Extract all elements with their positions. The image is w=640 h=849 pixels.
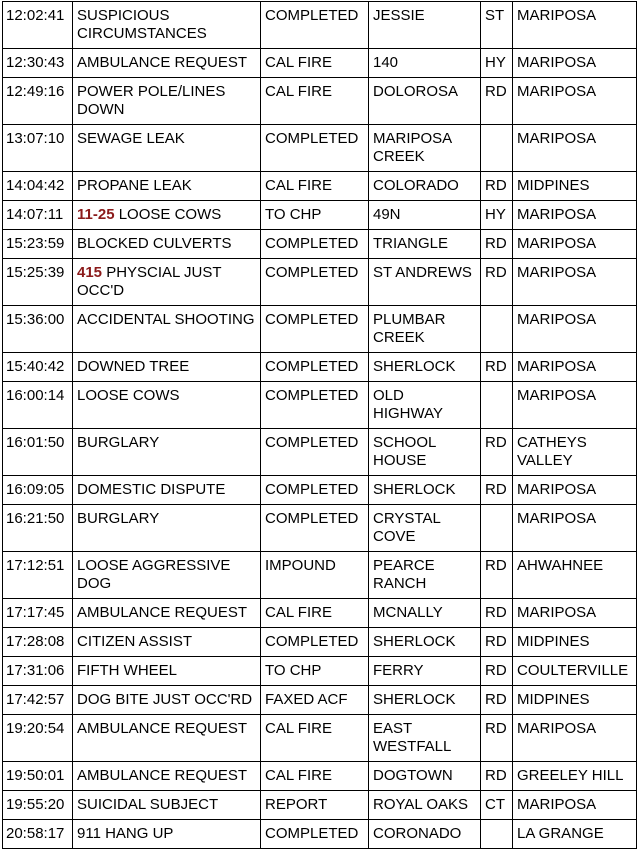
call-type-cell — [73, 201, 261, 230]
table-row — [3, 49, 637, 78]
call-type-cell — [73, 49, 261, 78]
street-suffix-cell: RD — [481, 259, 513, 306]
street-suffix-cell: ST — [481, 2, 513, 49]
table-row — [3, 599, 637, 628]
time-cell: 12:30:43 — [3, 49, 73, 78]
table-row — [3, 762, 637, 791]
time-cell: 19:55:20 — [3, 791, 73, 820]
time-cell: 19:20:54 — [3, 715, 73, 762]
disposition-cell: COMPLETED — [261, 476, 369, 505]
table-row — [3, 306, 637, 353]
table-row — [3, 657, 637, 686]
call-type-text: CITIZEN ASSIST — [77, 633, 193, 650]
city-cell: COULTERVILLE — [513, 657, 637, 686]
street-cell: MCNALLY — [369, 599, 481, 628]
call-type-text: BURGLARY — [77, 510, 160, 527]
disposition-cell: COMPLETED — [261, 382, 369, 429]
call-type-text: ACCIDENTAL SHOOTING — [77, 311, 255, 328]
disposition-cell: CAL FIRE — [261, 49, 369, 78]
street-cell: ROYAL OAKS — [369, 791, 481, 820]
call-type-text: AMBULANCE REQUEST — [77, 720, 248, 737]
table-row — [3, 505, 637, 552]
disposition-cell: COMPLETED — [261, 230, 369, 259]
city-cell: MIDPINES — [513, 686, 637, 715]
street-cell: SHERLOCK — [369, 353, 481, 382]
call-type-cell — [73, 552, 261, 599]
call-type-cell — [73, 762, 261, 791]
call-type-cell — [73, 230, 261, 259]
street-cell: JESSIE — [369, 2, 481, 49]
street-suffix-cell: RD — [481, 429, 513, 476]
disposition-cell: FAXED ACF — [261, 686, 369, 715]
time-cell: 14:07:11 — [3, 201, 73, 230]
call-type-text: BURGLARY — [77, 434, 160, 451]
time-cell: 16:00:14 — [3, 382, 73, 429]
street-suffix-cell: RD — [481, 230, 513, 259]
call-type-text: AMBULANCE REQUEST — [77, 767, 248, 784]
street-cell: SHERLOCK — [369, 686, 481, 715]
time-cell: 13:07:10 — [3, 125, 73, 172]
call-type-text: LOOSE AGGRESSIVE DOG — [77, 557, 231, 592]
time-cell: 16:01:50 — [3, 429, 73, 476]
incident-code: 415 — [77, 264, 103, 281]
call-type-cell — [73, 657, 261, 686]
street-suffix-cell — [481, 306, 513, 353]
table-row — [3, 2, 637, 49]
time-cell: 15:25:39 — [3, 259, 73, 306]
street-cell: MARIPOSA CREEK — [369, 125, 481, 172]
city-cell: MIDPINES — [513, 628, 637, 657]
table-row — [3, 552, 637, 599]
call-type-text: SUSPICIOUS CIRCUMSTANCES — [77, 7, 207, 42]
time-cell: 17:17:45 — [3, 599, 73, 628]
city-cell: MARIPOSA — [513, 599, 637, 628]
street-suffix-cell: RD — [481, 686, 513, 715]
table-row — [3, 791, 637, 820]
street-suffix-cell: RD — [481, 657, 513, 686]
disposition-cell: REPORT — [261, 791, 369, 820]
disposition-cell: CAL FIRE — [261, 715, 369, 762]
street-suffix-cell: RD — [481, 353, 513, 382]
disposition-cell: COMPLETED — [261, 306, 369, 353]
city-cell: MARIPOSA — [513, 230, 637, 259]
call-log-body — [3, 2, 637, 849]
table-row — [3, 820, 637, 849]
street-cell: OLD HIGHWAY — [369, 382, 481, 429]
street-suffix-cell: HY — [481, 201, 513, 230]
city-cell: MARIPOSA — [513, 259, 637, 306]
time-cell: 12:02:41 — [3, 2, 73, 49]
disposition-cell: CAL FIRE — [261, 172, 369, 201]
time-cell: 16:21:50 — [3, 505, 73, 552]
time-cell: 15:23:59 — [3, 230, 73, 259]
street-cell: DOLOROSA — [369, 78, 481, 125]
street-cell: PEARCE RANCH — [369, 552, 481, 599]
disposition-cell: COMPLETED — [261, 353, 369, 382]
time-cell: 14:04:42 — [3, 172, 73, 201]
table-row — [3, 628, 637, 657]
call-type-text: LOOSE COWS — [118, 206, 222, 223]
time-cell: 17:42:57 — [3, 686, 73, 715]
city-cell: MARIPOSA — [513, 791, 637, 820]
incident-code: 11-25 — [77, 206, 115, 223]
city-cell: MARIPOSA — [513, 125, 637, 172]
street-cell: ST ANDREWS — [369, 259, 481, 306]
call-type-text: LOOSE COWS — [77, 387, 180, 404]
call-type-cell — [73, 353, 261, 382]
disposition-cell: TO CHP — [261, 657, 369, 686]
time-cell: 17:12:51 — [3, 552, 73, 599]
call-type-cell — [73, 78, 261, 125]
table-row — [3, 125, 637, 172]
city-cell: CATHEYS VALLEY — [513, 429, 637, 476]
call-type-text: SEWAGE LEAK — [77, 130, 185, 147]
time-cell: 17:31:06 — [3, 657, 73, 686]
street-cell: TRIANGLE — [369, 230, 481, 259]
disposition-cell: CAL FIRE — [261, 762, 369, 791]
call-type-cell — [73, 715, 261, 762]
street-cell: SHERLOCK — [369, 476, 481, 505]
call-type-cell — [73, 791, 261, 820]
street-suffix-cell: RD — [481, 476, 513, 505]
street-suffix-cell: RD — [481, 762, 513, 791]
street-cell: 49N — [369, 201, 481, 230]
time-cell: 19:50:01 — [3, 762, 73, 791]
call-type-text: SUICIDAL SUBJECT — [77, 796, 219, 813]
call-type-cell — [73, 599, 261, 628]
table-row — [3, 78, 637, 125]
disposition-cell: COMPLETED — [261, 820, 369, 849]
table-row — [3, 201, 637, 230]
street-cell: CORONADO — [369, 820, 481, 849]
street-suffix-cell: RD — [481, 552, 513, 599]
disposition-cell: COMPLETED — [261, 125, 369, 172]
time-cell: 15:36:00 — [3, 306, 73, 353]
call-type-text: AMBULANCE REQUEST — [77, 54, 248, 71]
street-suffix-cell: RD — [481, 599, 513, 628]
disposition-cell: CAL FIRE — [261, 78, 369, 125]
table-row — [3, 429, 637, 476]
call-type-text: BLOCKED CULVERTS — [77, 235, 232, 252]
call-log-table — [2, 1, 637, 849]
time-cell: 20:58:17 — [3, 820, 73, 849]
table-row — [3, 172, 637, 201]
street-cell: EAST WESTFALL — [369, 715, 481, 762]
call-type-text: POWER POLE/LINES DOWN — [77, 83, 226, 118]
street-suffix-cell — [481, 505, 513, 552]
street-suffix-cell: RD — [481, 78, 513, 125]
time-cell: 12:49:16 — [3, 78, 73, 125]
table-row — [3, 382, 637, 429]
city-cell: MARIPOSA — [513, 382, 637, 429]
time-cell: 17:28:08 — [3, 628, 73, 657]
table-row — [3, 686, 637, 715]
street-cell: SCHOOL HOUSE — [369, 429, 481, 476]
disposition-cell: IMPOUND — [261, 552, 369, 599]
city-cell: MARIPOSA — [513, 476, 637, 505]
street-cell: PLUMBAR CREEK — [369, 306, 481, 353]
call-type-cell — [73, 505, 261, 552]
street-suffix-cell: HY — [481, 49, 513, 78]
city-cell: MARIPOSA — [513, 78, 637, 125]
street-suffix-cell: RD — [481, 715, 513, 762]
table-row — [3, 715, 637, 762]
street-suffix-cell: RD — [481, 172, 513, 201]
call-type-text: FIFTH WHEEL — [77, 662, 177, 679]
table-row — [3, 476, 637, 505]
call-type-text: DOG BITE JUST OCC'RD — [77, 691, 253, 708]
call-type-cell — [73, 429, 261, 476]
table-row — [3, 353, 637, 382]
call-type-cell — [73, 2, 261, 49]
city-cell: MARIPOSA — [513, 306, 637, 353]
disposition-cell: COMPLETED — [261, 2, 369, 49]
disposition-cell: TO CHP — [261, 201, 369, 230]
call-type-text: 911 HANG UP — [77, 825, 174, 842]
street-suffix-cell — [481, 820, 513, 849]
time-cell: 16:09:05 — [3, 476, 73, 505]
call-type-text: DOMESTIC DISPUTE — [77, 481, 226, 498]
city-cell: LA GRANGE — [513, 820, 637, 849]
city-cell: MARIPOSA — [513, 353, 637, 382]
street-cell: CRYSTAL COVE — [369, 505, 481, 552]
street-cell: DOGTOWN — [369, 762, 481, 791]
call-type-text: PROPANE LEAK — [77, 177, 192, 194]
call-type-cell — [73, 306, 261, 353]
street-cell: 140 — [369, 49, 481, 78]
street-cell: FERRY — [369, 657, 481, 686]
disposition-cell: COMPLETED — [261, 429, 369, 476]
call-type-cell — [73, 259, 261, 306]
city-cell: MIDPINES — [513, 172, 637, 201]
call-type-cell — [73, 820, 261, 849]
city-cell: AHWAHNEE — [513, 552, 637, 599]
disposition-cell: COMPLETED — [261, 628, 369, 657]
street-cell: COLORADO — [369, 172, 481, 201]
call-type-cell — [73, 476, 261, 505]
street-suffix-cell — [481, 125, 513, 172]
call-type-cell — [73, 686, 261, 715]
street-suffix-cell: RD — [481, 628, 513, 657]
city-cell: MARIPOSA — [513, 49, 637, 78]
call-type-cell — [73, 172, 261, 201]
city-cell: MARIPOSA — [513, 2, 637, 49]
city-cell: GREELEY HILL — [513, 762, 637, 791]
call-type-text: PHYSCIAL JUST OCC'D — [77, 264, 222, 299]
call-type-cell — [73, 628, 261, 657]
table-row — [3, 230, 637, 259]
city-cell: MARIPOSA — [513, 201, 637, 230]
street-cell: SHERLOCK — [369, 628, 481, 657]
city-cell: MARIPOSA — [513, 505, 637, 552]
call-type-cell — [73, 382, 261, 429]
time-cell: 15:40:42 — [3, 353, 73, 382]
table-row — [3, 259, 637, 306]
street-suffix-cell — [481, 382, 513, 429]
disposition-cell: CAL FIRE — [261, 599, 369, 628]
disposition-cell: COMPLETED — [261, 259, 369, 306]
call-type-text: DOWNED TREE — [77, 358, 190, 375]
city-cell: MARIPOSA — [513, 715, 637, 762]
call-type-cell — [73, 125, 261, 172]
street-suffix-cell: CT — [481, 791, 513, 820]
call-type-text: AMBULANCE REQUEST — [77, 604, 248, 621]
disposition-cell: COMPLETED — [261, 505, 369, 552]
